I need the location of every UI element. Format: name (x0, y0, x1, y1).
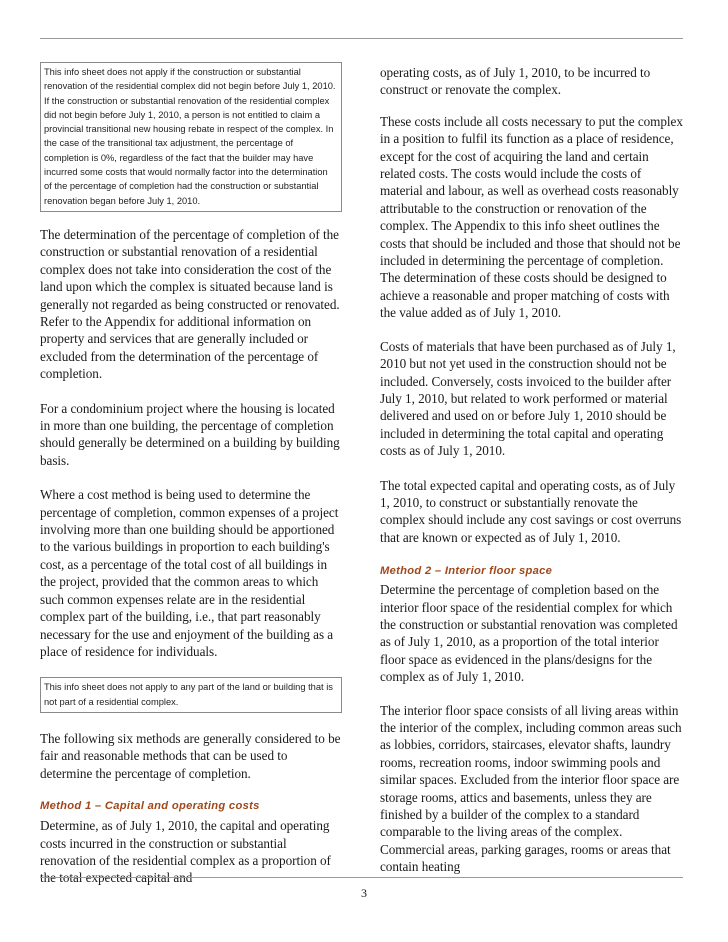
paragraph-materials: Costs of materials that have been purchased as of July 1, 2010 but not yet used in the construction should not be included. Conversely, costs invoiced to the builder after July 1, 2010, but related to work performed or material delivered and used on or before July 1, 2010 should be included in determining the total capital and operating costs as of July 1, 2010. (380, 338, 676, 459)
note-box-land-building: This info sheet does not apply to any part of the land or building that is not part of a residential complex. (40, 677, 342, 713)
paragraph-costs-continued: operating costs, as of July 1, 2010, to be incurred to construct or renovate the complex. (380, 65, 651, 98)
paragraph-method-1: Determine, as of July 1, 2010, the capital and operating costs incurred in the construction or substantial renovation of the residential complex as a proportion of the total expected capital and (40, 818, 331, 886)
paragraph-six-methods: The following six methods are generally considered to be fair and reasonable methods that can be used to determine the percentage of completion. (40, 730, 341, 781)
top-rule (40, 38, 683, 39)
paragraph-common-expenses: Where a cost method is being used to determine the percentage of completion, common expenses of a project involving more than one building should be apportioned to the various buildings in proportion to each building's cost, as a percentage of the total cost of all buildings in the project, provided that the common areas to which such common expenses relate are in the residential complex part of the building, i.e., that part reasonably necessary for the use and enjoyment of the building as a place of residence for individuals. (40, 487, 339, 659)
method-2-heading: Method 2 – Interior floor space (380, 565, 553, 578)
method-1-heading: Method 1 – Capital and operating costs (40, 800, 260, 813)
right-column (380, 62, 684, 876)
paragraph-method-2: Determine the percentage of completion based on the interior floor space of the residential complex for which the construction or substantial renovation was completed as of July 1, 2010, as a proportion of the total interior floor space as evidenced in the plans/designs for the complex as of July 1, 2010. (380, 582, 678, 685)
paragraph-expected-costs: The total expected capital and operating costs, as of July 1, 2010, to construct or substantially renovate the complex should include any cost savings or cost overruns that are known or expected as of July 1, 2010. (380, 477, 682, 545)
note-box-construction-date: This info sheet does not apply if the construction or substantial renovation of the residential complex did not begin before July 1, 2010. If the construction or substantial renovation of the residential complex did not begin before July 1, 2010, a person is not entitled to claim a provincial transitional new housing rebate in respect of the complex. In the case of the transitional tax adjustment, the percentage of completion is 0%, regardless of the fact that the builder may have incurred some costs that would normally factor into the determination of the percentage of completion had the construction or substantial renovation began before July 1, 2010. (40, 62, 342, 212)
page-number: 3 (361, 886, 367, 900)
paragraph-condominium: For a condominium project where the housing is located in more than one building, the percentage of completion should generally be determined on a building by building basis. (40, 400, 340, 468)
paragraph-land-cost: The determination of the percentage of completion of the construction or substantial renovation of a residential complex does not take into consideration the cost of the land upon which the complex is situated because land is generally not regarded as being constructed or renovated. Refer to the Appendix for additional information on property and services that are generally included or excluded from the determination of the percentage of completion. (40, 226, 340, 382)
paragraph-interior-floor-space: The interior floor space consists of all living areas within the interior of the complex, including common areas such as lobbies, corridors, staircases, elevator shafts, laundry rooms, recreation rooms, indoor swimming pools and similar spaces. Excluded from the interior floor space are storage rooms, attics and basements, unless they are finished by a builder of the complex to a standard comparable to the living areas of the complex. Commercial areas, parking garages, rooms or areas that contain heating (380, 702, 682, 875)
bottom-rule (40, 877, 683, 878)
paragraph-costs-include: These costs include all costs necessary to put the complex in a position to fulfil its function as a place of residence, except for the cost of acquiring the land and certain related costs. The costs would include the costs of material and labour, as well as overhead costs reasonably attributable to the construction or renovation of the complex. The Appendix to this info sheet outlines the costs that should be included and those that should not be included in determining the percentage of completion. The determination of these costs should be designed to achieve a reasonable and proper matching of costs with the value added as of July 1, 2010. (380, 113, 683, 321)
left-column (40, 62, 342, 887)
